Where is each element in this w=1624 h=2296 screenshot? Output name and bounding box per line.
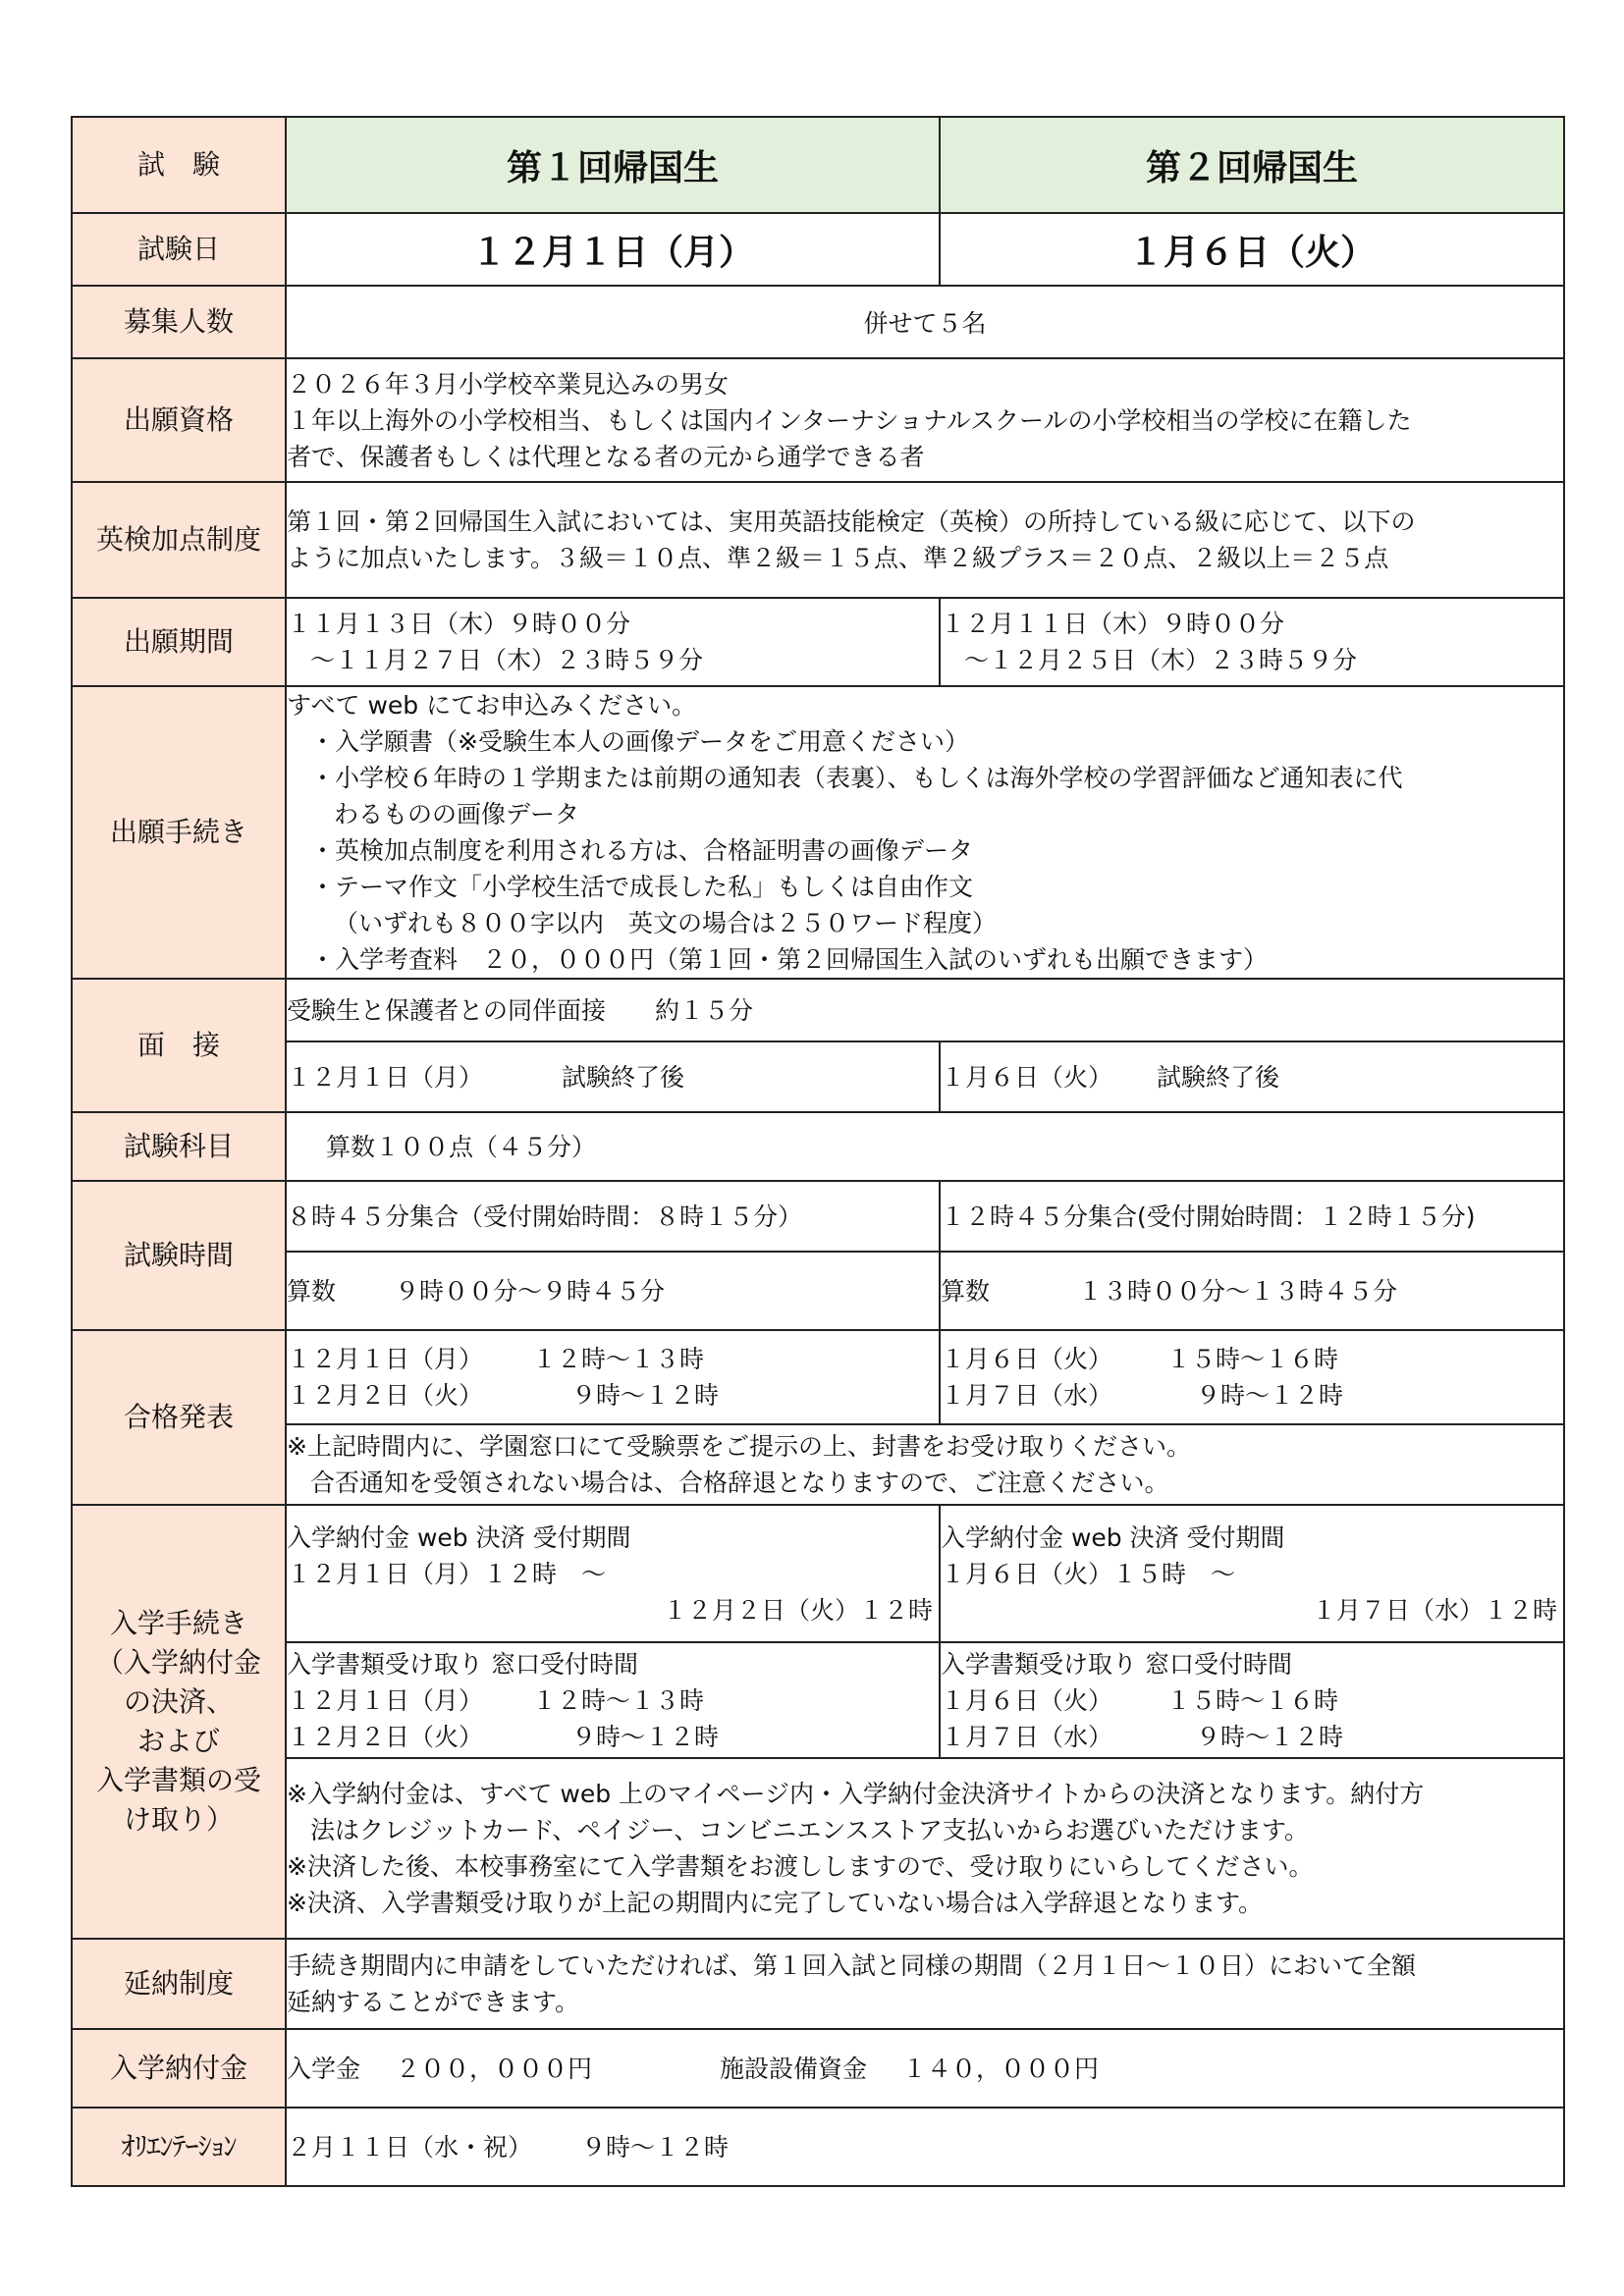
interview-row: [72, 979, 1564, 1041]
documents-time: １２時～１３時: [532, 1685, 705, 1715]
interview-date: １月６日（火）: [941, 1062, 1113, 1092]
procedure-line: わるものの画像データ: [334, 800, 580, 828]
facility-fee-label: 施設設備資金: [720, 2054, 868, 2083]
deferral-content: [286, 1939, 1564, 2029]
deferral-line: 手続き期間内に申請をしていただければ、第１回入試と同様の期間（２月１日～１０日）において全額: [287, 1951, 1417, 1980]
fees-content: [286, 2029, 1564, 2108]
exam-date-label: 試験日: [72, 213, 286, 286]
enrollment-note: ※入学納付金は、すべて web 上のマイページ内・入学納付金決済サイトからの決済となります。納付方: [287, 1780, 1425, 1808]
eligibility-label: 出願資格: [72, 358, 286, 482]
enrollment-label-line: および: [136, 1725, 220, 1757]
result-date: １月７日（水）: [941, 1381, 1113, 1410]
subject-time: ９時００分～９時４５分: [395, 1276, 666, 1306]
result-time: ９時～１２時: [1196, 1381, 1344, 1410]
enrollment-label-line: け取り）: [123, 1803, 234, 1836]
documents-date: １月６日（火）: [941, 1685, 1113, 1715]
eiken-label: 英検加点制度: [72, 482, 286, 598]
eligibility-line: 者で、保護者もしくは代理となる者の元から通学できる者: [287, 442, 925, 471]
payment-start: １月６日（火）１５時 ～: [941, 1559, 1236, 1588]
results-notes-row: [72, 1424, 1564, 1505]
enrollment-label: [72, 1505, 286, 1939]
header-label: 試 験: [72, 117, 286, 213]
round2-heading: 第２回帰国生: [940, 117, 1564, 213]
subject-time: １３時００分～１３時４５分: [1078, 1276, 1398, 1306]
payment-title: 入学納付金 web 決済 受付期間: [287, 1522, 631, 1552]
procedure-line: すべて web にてお申込みください。: [287, 691, 697, 720]
period-end: ～１２月２５日（木）２３時５９分: [964, 646, 1358, 674]
enrollment-label-line: 入学書類の受: [95, 1764, 261, 1796]
deferral-label: 延納制度: [72, 1939, 286, 2029]
enrollment-notes-row: [72, 1758, 1564, 1939]
interview-note: 試験終了後: [1157, 1062, 1280, 1092]
eiken-row: [72, 482, 1564, 598]
round2-payment-period: [940, 1505, 1564, 1642]
fees-label: 入学納付金: [72, 2029, 286, 2108]
results-label: 合格発表: [72, 1330, 286, 1505]
subjects-row: [72, 1112, 1564, 1181]
enrollment-note: ※決済、入学書類受け取りが上記の期間内に完了していない場合は入学辞退となります。: [287, 1889, 1263, 1917]
admission-fee-label: 入学金: [287, 2054, 361, 2083]
results-note: ※上記時間内に、学園窓口にて受験票をご提示の上、封書をお受け取りください。: [287, 1432, 1191, 1461]
application-period-label: 出願期間: [72, 598, 286, 686]
round2-application-period: [940, 598, 1564, 686]
round1-exam-date: １２月１日（月）: [286, 213, 940, 286]
documents-date: １月７日（水）: [941, 1722, 1113, 1751]
facility-fee-amount: １４０，０００円: [902, 2054, 1100, 2083]
enrollment-label-line: 入学手続き: [109, 1607, 247, 1639]
documents-time: ９時～１２時: [571, 1722, 720, 1751]
procedure-row: [72, 686, 1564, 979]
interview-date: １２月１日（月）: [287, 1062, 484, 1092]
payment-start: １２月１日（月）１２時 ～: [287, 1559, 607, 1588]
round1-application-period: [286, 598, 940, 686]
payment-end: １２月２日（火）１２時: [662, 1595, 933, 1625]
orientation-content: [286, 2108, 1564, 2186]
round1-interview: [286, 1041, 940, 1112]
subject-name: 算数: [287, 1276, 337, 1306]
capacity-row: [72, 286, 1564, 358]
results-notes: [286, 1424, 1564, 1505]
orientation-date: ２月１１日（水・祝）: [287, 2132, 533, 2162]
result-time: １５時～１６時: [1166, 1345, 1339, 1373]
interview-schedule-row: [72, 1041, 1564, 1112]
result-time: ９時～１２時: [571, 1381, 720, 1410]
enrollment-payment-row: [72, 1505, 1564, 1642]
round1-documents: [286, 1642, 940, 1758]
round1-payment-period: [286, 1505, 940, 1642]
round2-interview: [940, 1041, 1564, 1112]
orientation-time: ９時～１２時: [581, 2132, 730, 2162]
payment-title: 入学納付金 web 決済 受付期間: [941, 1522, 1285, 1552]
enrollment-note: ※決済した後、本校事務室にて入学書類をお渡ししますので、受け取りにいらしてください。: [287, 1852, 1314, 1881]
fees-row: [72, 2029, 1564, 2108]
enrollment-notes: [286, 1758, 1564, 1939]
deferral-row: [72, 1939, 1564, 2029]
procedure-line: ・入学考査料 ２０，０００円（第１回・第２回帰国生入試のいずれも出願できます）: [310, 945, 1269, 974]
procedure-content: [286, 686, 1564, 979]
deferral-line: 延納することができます。: [287, 1988, 580, 2016]
documents-date: １２月２日（火）: [287, 1722, 484, 1751]
period-start: １１月１３日（木）９時００分: [287, 610, 631, 638]
documents-title: 入学書類受け取り 窓口受付時間: [941, 1649, 1292, 1679]
period-end: ～１１月２７日（木）２３時５９分: [310, 646, 704, 674]
round2-results: [940, 1330, 1564, 1424]
eiken-line: ように加点いたします。３級＝１０点、準２級＝１５点、準２級プラス＝２０点、２級以上＝２５点: [287, 544, 1389, 572]
subjects-label: 試験科目: [72, 1112, 286, 1181]
exam-date-row: [72, 213, 1564, 286]
header-row: [72, 117, 1564, 213]
capacity-value: 併せて５名: [286, 286, 1564, 358]
documents-date: １２月１日（月）: [287, 1685, 484, 1715]
round1-results: [286, 1330, 940, 1424]
round1-exam-time: [286, 1252, 940, 1330]
documents-time: ９時～１２時: [1196, 1722, 1344, 1751]
procedure-line: （いずれも８００字以内 英文の場合は２５０ワード程度）: [334, 909, 998, 937]
eligibility-line: ２０２６年３月小学校卒業見込みの男女: [287, 369, 730, 399]
interview-note: 試験終了後: [562, 1062, 685, 1092]
procedure-label: 出願手続き: [72, 686, 286, 979]
eligibility-row: [72, 358, 1564, 482]
orientation-label: ｵﾘｴﾝﾃｰｼｮﾝ: [72, 2108, 286, 2186]
eiken-content: [286, 482, 1564, 598]
result-date: １２月２日（火）: [287, 1381, 484, 1410]
procedure-line: ・英検加点制度を利用される方は、合格証明書の画像データ: [310, 836, 974, 865]
enrollment-documents-row: [72, 1642, 1564, 1758]
eligibility-content: [286, 358, 1564, 482]
round1-heading: 第１回帰国生: [286, 117, 940, 213]
application-period-row: [72, 598, 1564, 686]
results-row: [72, 1330, 1564, 1424]
round2-exam-time: [940, 1252, 1564, 1330]
enrollment-label-line: （入学納付金: [95, 1646, 261, 1679]
orientation-row: [72, 2108, 1564, 2186]
period-start: １２月１１日（木）９時００分: [941, 610, 1285, 638]
round2-documents: [940, 1642, 1564, 1758]
documents-time: １５時～１６時: [1166, 1685, 1339, 1715]
results-note: 合否通知を受領されない場合は、合格辞退となりますので、ご注意ください。: [310, 1468, 1169, 1497]
subjects-value: 算数１００点（４５分）: [286, 1112, 1564, 1181]
result-date: １月６日（火）: [941, 1345, 1113, 1373]
admission-fee-amount: ２００，０００円: [396, 2054, 593, 2083]
capacity-label: 募集人数: [72, 286, 286, 358]
interview-description: 受験生と保護者との同伴面接 約１５分: [286, 979, 1564, 1041]
result-date: １２月１日（月）: [287, 1345, 484, 1373]
procedure-line: ・入学願書（※受験生本人の画像データをご用意ください）: [310, 727, 969, 756]
round2-exam-date: １月６日（火）: [940, 213, 1564, 286]
round1-assembly: ８時４５分集合（受付開始時間：８時１５分）: [286, 1181, 940, 1252]
result-time: １２時～１３時: [532, 1345, 705, 1373]
exam-time-subject-row: [72, 1252, 1564, 1330]
eiken-line: 第１回・第２回帰国生入試においては、実用英語技能検定（英検）の所持している級に応じて、以下の: [287, 507, 1416, 536]
procedure-line: ・テーマ作文「小学校生活で成長した私」もしくは自由作文: [310, 873, 974, 901]
payment-end: １月７日（水）１２時: [1311, 1595, 1557, 1625]
enrollment-label-line: の決済、: [123, 1685, 234, 1718]
procedure-line: ・小学校６年時の１学期または前期の通知表（表裏）、もしくは海外学校の学習評価など通知表に代: [310, 764, 1403, 792]
exam-time-assembly-row: [72, 1181, 1564, 1252]
round2-assembly: １２時４５分集合(受付開始時間：１２時１５分): [940, 1181, 1564, 1252]
enrollment-note: 法はクレジットカード、ペイジー、コンビニエンスストア支払いからお選びいただけます。: [310, 1816, 1309, 1844]
subject-name: 算数: [941, 1276, 991, 1306]
documents-title: 入学書類受け取り 窓口受付時間: [287, 1649, 638, 1679]
eligibility-line: １年以上海外の小学校相当、もしくは国内インターナショナルスクールの小学校相当の学校に在籍した: [287, 405, 1412, 435]
exam-time-label: 試験時間: [72, 1181, 286, 1330]
interview-label: 面 接: [72, 979, 286, 1112]
admission-schedule-table: [71, 116, 1565, 2187]
